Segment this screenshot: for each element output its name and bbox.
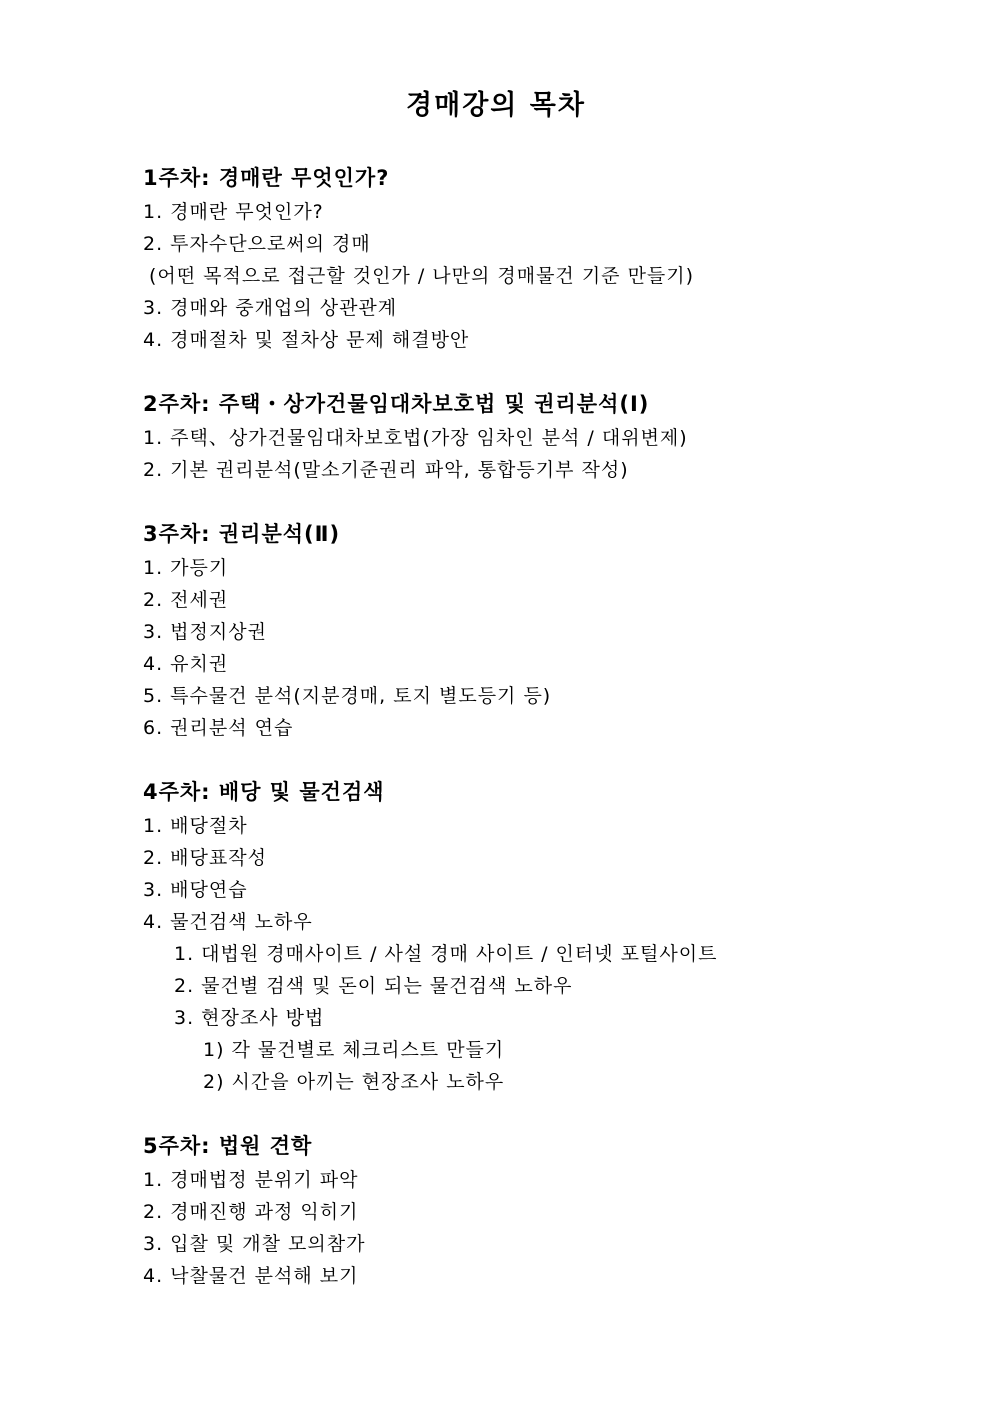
week-5-section (143, 1130, 923, 1292)
week-4-subitem: 1. 대법원 경매사이트 / 사설 경매 사이트 / 인터넷 포털사이트 (174, 943, 718, 965)
week-5-item: 4. 낙찰물건 분석해 보기 (143, 1265, 359, 1287)
week-2-item: 1. 주택、상가건물임대차보호법(가장 임차인 분석 / 대위변제) (143, 427, 688, 449)
week-5-heading: 5주차: 법원 견학 (143, 1134, 313, 1158)
week-1-item-note: (어떤 목적으로 접근할 것인가 / 나만의 경매물건 기준 만들기) (149, 265, 695, 287)
week-3-item: 2. 전세권 (143, 589, 229, 611)
week-1-item: 3. 경매와 중개업의 상관관계 (143, 297, 398, 319)
week-2-heading: 2주차: 주택・상가건물임대차보호법 및 권리분석(Ⅰ) (143, 392, 650, 416)
week-4-item: 1. 배당절차 (143, 815, 248, 837)
week-1-item: 2. 투자수단으로써의 경매 (143, 233, 371, 255)
week-4-item: 4. 물건검색 노하우 (143, 911, 313, 933)
week-3-item: 4. 유치권 (143, 653, 229, 675)
week-4-item: 3. 배당연습 (143, 879, 248, 901)
week-3-item: 3. 법정지상권 (143, 621, 267, 643)
week-4-item: 2. 배당표작성 (143, 847, 267, 869)
week-4-sub-subitem: 1) 각 물건별로 체크리스트 만들기 (203, 1039, 505, 1061)
week-1-heading: 1주차: 경매란 무엇인가? (143, 166, 390, 190)
week-5-item: 2. 경매진행 과정 익히기 (143, 1201, 359, 1223)
week-3-item: 5. 특수물건 분석(지분경매, 토지 별도등기 등) (143, 685, 552, 707)
week-1-item: 1. 경매란 무엇인가? (143, 201, 324, 223)
document-title: 경매강의 목차 (406, 90, 586, 121)
week-4-heading: 4주차: 배당 및 물건검색 (143, 780, 385, 804)
week-4-section (143, 776, 923, 1098)
week-1-item: 4. 경매절차 및 절차상 문제 해결방안 (143, 329, 470, 351)
week-3-item: 6. 권리분석 연습 (143, 717, 294, 739)
week-3-item: 1. 가등기 (143, 557, 229, 579)
week-2-section (143, 388, 923, 486)
week-3-heading: 3주차: 권리분석(Ⅱ) (143, 522, 341, 546)
week-5-item: 3. 입찰 및 개찰 모의참가 (143, 1233, 366, 1255)
week-4-subitem: 2. 물건별 검색 및 돈이 되는 물건검색 노하우 (174, 975, 573, 997)
week-4-subitem: 3. 현장조사 방법 (174, 1007, 325, 1029)
week-4-sub-subitem: 2) 시간을 아끼는 현장조사 노하우 (203, 1071, 505, 1093)
week-3-section (143, 518, 923, 744)
week-2-item: 2. 기본 권리분석(말소기준권리 파악, 통합등기부 작성) (143, 459, 629, 481)
table-of-contents (143, 162, 923, 1324)
week-1-section (143, 162, 923, 356)
week-5-item: 1. 경매법정 분위기 파악 (143, 1169, 359, 1191)
